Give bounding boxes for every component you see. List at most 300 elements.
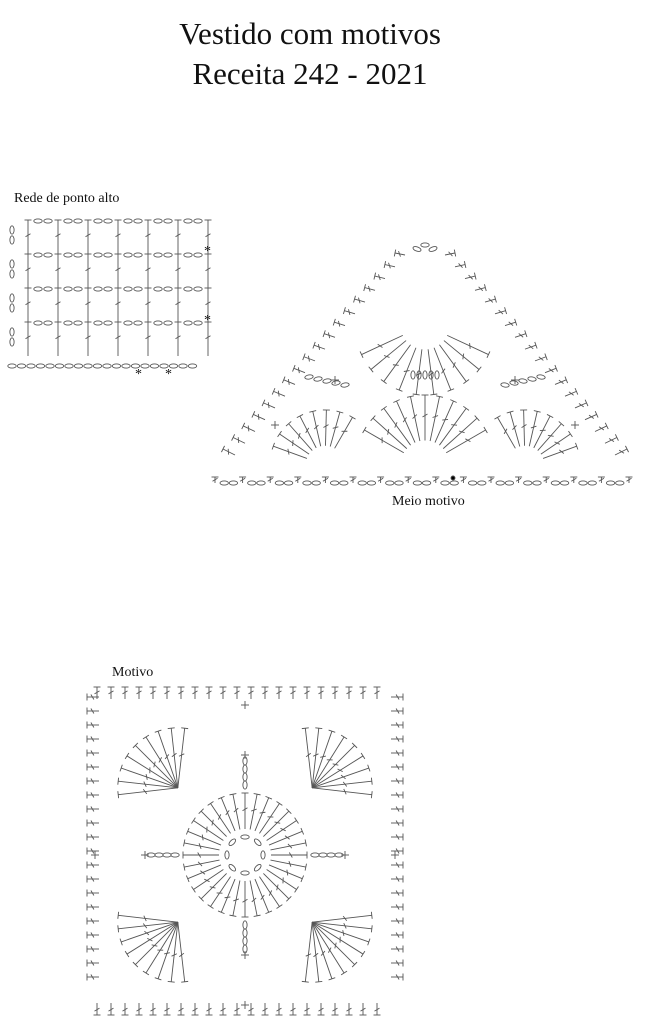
half-motif-label: Meio motivo: [392, 494, 465, 510]
start-point-dot: [451, 476, 455, 480]
double-crochet-symbol: [384, 345, 411, 382]
double-crochet-symbol: [545, 368, 556, 372]
chain-stitch-symbol: [303, 481, 311, 485]
stitch-cross-bar: [559, 380, 564, 384]
double-crochet-symbol: [233, 881, 240, 916]
double-crochet-symbol: [118, 915, 178, 922]
double-crochet-symbol: [439, 345, 466, 382]
chain-stitch-symbol: [261, 851, 265, 859]
stitch-cross-bar: [442, 419, 448, 420]
double-crochet-symbol: [435, 401, 454, 443]
stitch-cross-bar: [529, 345, 533, 349]
chain-stitch-symbol: [228, 863, 237, 872]
chain-stitch-symbol: [124, 219, 132, 223]
double-crochet-symbol: [305, 728, 312, 788]
double-crochet-symbol: [430, 397, 439, 442]
double-crochet-symbol: [267, 869, 297, 889]
chain-stitch-symbol: [134, 287, 142, 291]
stitch-cross-bar: [548, 435, 554, 436]
stitch-top-bar: [430, 394, 437, 395]
chain-stitch-symbol: [257, 481, 265, 485]
double-crochet-symbol: [313, 411, 321, 446]
stitch-top-bar: [315, 981, 322, 982]
double-crochet-symbol: [410, 397, 419, 442]
stitch-cross-bar: [288, 449, 289, 455]
stitch-cross-bar: [202, 835, 203, 841]
stitch-cross-bar: [285, 836, 290, 839]
stitch-top-bar: [371, 778, 372, 785]
double-crochet-symbol: [538, 424, 562, 451]
stitch-cross-bar: [559, 450, 564, 454]
stitch-top-bar: [547, 414, 553, 417]
stitch-top-bar: [168, 981, 175, 982]
stitch-top-bar: [118, 778, 119, 785]
chain-stitch-symbol: [518, 378, 527, 384]
stitch-cross-bar: [225, 897, 231, 898]
chain-stitch-symbol: [184, 219, 192, 223]
chain-stitch-symbol: [94, 287, 102, 291]
double-crochet-symbol: [263, 873, 288, 898]
double-crochet-symbol: [193, 869, 223, 889]
chain-stitch-symbol: [241, 835, 249, 839]
stitch-top-bar: [371, 925, 372, 932]
chain-stitch-symbol: [367, 481, 375, 485]
double-crochet-symbol: [178, 728, 185, 788]
chain-stitch-symbol: [340, 382, 349, 388]
chain-stitch-symbol: [55, 364, 63, 368]
chain-stitch-symbol: [184, 287, 192, 291]
chain-stitch-symbol: [551, 481, 559, 485]
stitch-top-bar: [208, 905, 214, 909]
chain-stitch-symbol: [194, 219, 202, 223]
stitch-top-bar: [477, 367, 481, 372]
stitch-cross-bar: [451, 425, 457, 426]
stitch-top-bar: [413, 394, 420, 395]
asterisk-mark: *: [135, 367, 142, 383]
chain-stitch-symbol: [74, 219, 82, 223]
stitch-cross-bar: [395, 422, 397, 427]
double-crochet-symbol: [135, 745, 177, 787]
double-crochet-symbol: [397, 401, 416, 443]
stitch-top-bar: [361, 753, 365, 759]
stitch-cross-bar: [258, 414, 259, 420]
stitch-cross-bar: [384, 355, 389, 357]
stitch-top-bar: [277, 905, 283, 909]
chain-stitch-symbol: [179, 364, 187, 368]
stitch-top-bar: [615, 434, 618, 440]
chain-stitch-symbol: [44, 321, 52, 325]
chain-stitch-symbol: [8, 364, 16, 368]
chain-stitch-symbol: [10, 304, 14, 312]
stitch-top-bar: [463, 379, 469, 383]
asterisk-mark: *: [204, 244, 211, 260]
stitch-top-bar: [125, 951, 129, 957]
chain-stitch-symbol: [17, 364, 25, 368]
stitch-cross-bar: [388, 429, 389, 435]
chain-stitch-symbol: [340, 481, 348, 485]
chain-stitch-symbol: [441, 481, 449, 485]
chain-stitch-symbol: [124, 321, 132, 325]
stitch-top-bar: [381, 379, 387, 383]
chain-stitch-symbol: [428, 246, 437, 253]
stitch-top-bar: [278, 431, 282, 437]
chain-stitch-symbol: [184, 321, 192, 325]
chain-stitch-symbol: [10, 260, 14, 268]
stitch-top-bar: [341, 735, 347, 739]
stitch-top-bar: [363, 427, 367, 433]
stitch-cross-bar: [146, 774, 147, 780]
mesh-chart-diagram: [0, 210, 220, 380]
mesh-label: Rede de ponto alto: [14, 191, 119, 207]
stitch-top-bar: [371, 791, 372, 798]
stitch-top-bar: [295, 818, 299, 824]
stitch-top-bar: [371, 912, 372, 919]
double-crochet-symbol: [263, 811, 288, 836]
double-crochet-symbol: [312, 745, 354, 787]
double-crochet-symbol: [221, 879, 235, 912]
chain-stitch-symbol: [150, 364, 158, 368]
chain-stitch-symbol: [74, 287, 82, 291]
stitch-cross-bar: [328, 332, 329, 338]
double-crochet-symbol: [259, 877, 279, 907]
chain-stitch-symbol: [319, 853, 327, 857]
chain-stitch-symbol: [124, 287, 132, 291]
double-crochet-symbol: [524, 410, 525, 446]
chain-stitch-symbol: [74, 364, 82, 368]
chain-stitch-symbol: [243, 781, 247, 789]
chain-stitch-symbol: [243, 929, 247, 937]
double-crochet-symbol: [250, 794, 257, 829]
stitch-cross-bar: [288, 379, 289, 385]
stitch-top-bar: [361, 951, 365, 957]
chain-stitch-symbol: [103, 364, 111, 368]
chain-stitch-symbol: [313, 376, 322, 382]
stitch-cross-bar: [509, 322, 513, 326]
double-crochet-symbol: [615, 449, 627, 455]
chain-stitch-symbol: [64, 253, 72, 257]
chain-stitch-symbol: [505, 481, 513, 485]
stitch-cross-bar: [463, 354, 464, 360]
stitch-cross-bar: [248, 426, 249, 432]
double-crochet-symbol: [178, 922, 185, 982]
chain-stitch-symbol: [423, 371, 427, 379]
chain-stitch-symbol: [536, 374, 545, 380]
chain-stitch-symbol: [194, 253, 202, 257]
double-crochet-symbol: [255, 798, 269, 831]
double-crochet-symbol: [585, 414, 597, 419]
stitch-top-bar: [625, 446, 628, 452]
stitch-cross-bar: [278, 391, 279, 397]
chain-stitch-symbol: [243, 937, 247, 945]
double-crochet-symbol: [267, 821, 297, 841]
chain-stitch-symbol: [34, 321, 42, 325]
stitch-top-bar: [341, 971, 347, 975]
chain-stitch-symbol: [422, 481, 430, 485]
double-crochet-symbol: [211, 877, 231, 907]
double-crochet-symbol: [269, 865, 302, 879]
chain-stitch-symbol: [94, 321, 102, 325]
double-crochet-symbol: [541, 434, 571, 454]
chain-stitch-symbol: [163, 853, 171, 857]
chain-stitch-symbol: [94, 253, 102, 257]
chain-stitch-symbol: [284, 481, 292, 485]
chain-stitch-symbol: [154, 253, 162, 257]
chain-stitch-symbol: [104, 253, 112, 257]
stitch-cross-bar: [404, 371, 410, 372]
chain-stitch-symbol: [84, 364, 92, 368]
chain-stitch-symbol: [243, 773, 247, 781]
chain-stitch-symbol: [509, 380, 518, 386]
double-crochet-symbol: [535, 357, 546, 361]
chain-stitch-symbol: [225, 851, 229, 859]
chain-stitch-symbol: [36, 364, 44, 368]
chain-stitch-symbol: [164, 287, 172, 291]
chain-stitch-symbol: [527, 376, 536, 382]
stitch-cross-bar: [226, 810, 229, 815]
chain-stitch-symbol: [478, 481, 486, 485]
chain-stitch-symbol: [10, 270, 14, 278]
stitch-top-bar: [232, 434, 235, 440]
stitch-top-bar: [381, 406, 387, 410]
motif-chart-diagram: [85, 685, 415, 1025]
chain-stitch-symbol: [248, 481, 256, 485]
stitch-top-bar: [143, 735, 149, 739]
double-crochet-symbol: [444, 341, 479, 370]
double-crochet-symbol: [325, 410, 326, 446]
stitch-cross-bar: [260, 812, 266, 813]
page-title: Vestido com motivos: [0, 14, 620, 54]
stitch-cross-bar: [298, 367, 299, 373]
chain-stitch-symbol: [10, 236, 14, 244]
chain-stitch-symbol: [533, 481, 541, 485]
chain-stitch-symbol: [413, 481, 421, 485]
stitch-top-bar: [277, 802, 283, 806]
stitch-top-bar: [463, 406, 469, 410]
stitch-cross-bar: [453, 362, 455, 367]
chain-stitch-symbol: [560, 481, 568, 485]
chain-stitch-symbol: [358, 481, 366, 485]
stitch-top-bar: [192, 887, 196, 893]
stitch-top-bar: [295, 887, 299, 893]
chain-stitch-symbol: [10, 226, 14, 234]
stitch-top-bar: [125, 753, 129, 759]
stitch-cross-bar: [164, 953, 170, 954]
double-crochet-symbol: [371, 341, 406, 370]
double-crochet-symbol: [434, 348, 451, 390]
stitch-top-bar: [118, 791, 119, 798]
chain-stitch-symbol: [164, 253, 172, 257]
chain-stitch-symbol: [275, 481, 283, 485]
chain-stitch-symbol: [188, 364, 196, 368]
stitch-cross-bar: [569, 392, 574, 395]
stitch-top-bar: [168, 728, 175, 729]
stitch-cross-bar: [144, 931, 148, 935]
chain-stitch-symbol: [412, 246, 421, 253]
chain-stitch-symbol: [228, 838, 237, 847]
chain-stitch-symbol: [330, 481, 338, 485]
chain-stitch-symbol: [27, 364, 35, 368]
chain-stitch-symbol: [134, 219, 142, 223]
stitch-cross-bar: [165, 754, 169, 758]
chain-stitch-symbol: [134, 321, 142, 325]
chain-stitch-symbol: [253, 838, 262, 847]
stitch-cross-bar: [549, 368, 554, 372]
asterisk-mark: *: [204, 313, 211, 329]
stitch-cross-bar: [442, 369, 446, 374]
stitch-cross-bar: [393, 365, 399, 366]
double-crochet-symbol: [605, 437, 617, 443]
double-crochet-symbol: [447, 335, 488, 354]
double-crochet-symbol: [534, 416, 550, 448]
chain-stitch-symbol: [220, 481, 228, 485]
double-crochet-symbol: [595, 426, 607, 432]
stitch-cross-bar: [470, 343, 471, 349]
chain-stitch-symbol: [64, 219, 72, 223]
stitch-cross-bar: [321, 951, 325, 955]
double-crochet-symbol: [271, 860, 306, 867]
chain-stitch-symbol: [10, 338, 14, 346]
half-motif-chart-diagram: [205, 235, 645, 495]
double-crochet-symbol: [446, 430, 485, 453]
chain-stitch-symbol: [243, 921, 247, 929]
stitch-cross-bar: [320, 756, 326, 757]
double-crochet-symbol: [399, 348, 416, 390]
stitch-cross-bar: [318, 344, 319, 350]
stitch-cross-bar: [238, 437, 239, 443]
chain-stitch-symbol: [154, 321, 162, 325]
chain-stitch-symbol: [616, 481, 624, 485]
chain-stitch-symbol: [241, 871, 249, 875]
chain-stitch-symbol: [44, 287, 52, 291]
double-crochet-symbol: [312, 788, 372, 795]
double-crochet-symbol: [135, 922, 177, 964]
stitch-cross-bar: [341, 775, 345, 779]
chain-stitch-symbol: [64, 321, 72, 325]
chain-stitch-symbol: [395, 481, 403, 485]
chain-stitch-symbol: [421, 243, 429, 247]
double-crochet-symbol: [515, 334, 526, 338]
stitch-top-bar: [302, 728, 309, 729]
chain-stitch-symbol: [171, 853, 179, 857]
chain-stitch-symbol: [34, 253, 42, 257]
double-crochet-symbol: [529, 411, 537, 446]
stitch-top-bar: [315, 728, 322, 729]
double-crochet-symbol: [118, 788, 178, 795]
chain-stitch-symbol: [588, 481, 596, 485]
double-crochet-symbol: [575, 403, 587, 408]
double-crochet-symbol: [525, 345, 536, 349]
title-block: [0, 14, 620, 94]
double-crochet-symbol: [273, 446, 307, 458]
stitch-top-bar: [181, 981, 188, 982]
stitch-cross-bar: [298, 433, 300, 439]
chain-stitch-symbol: [312, 481, 320, 485]
page-subtitle: Receita 242 - 2021: [0, 54, 620, 94]
chain-stitch-symbol: [34, 287, 42, 291]
chain-stitch-symbol: [46, 364, 54, 368]
chain-stitch-symbol: [155, 853, 163, 857]
stitch-top-bar: [369, 367, 373, 372]
double-crochet-symbol: [211, 803, 231, 833]
double-crochet-symbol: [312, 922, 354, 964]
stitch-top-bar: [181, 728, 188, 729]
double-crochet-symbol: [364, 430, 403, 453]
chain-stitch-symbol: [164, 321, 172, 325]
double-crochet-symbol: [259, 803, 279, 833]
stitch-cross-bar: [261, 895, 264, 900]
stitch-top-bar: [143, 971, 149, 975]
double-crochet-symbol: [255, 879, 269, 912]
chain-stitch-symbol: [74, 253, 82, 257]
chain-stitch-symbol: [327, 853, 335, 857]
chain-stitch-symbol: [496, 481, 504, 485]
chain-stitch-symbol: [243, 765, 247, 773]
stitch-top-bar: [221, 446, 224, 452]
motif-label: Motivo: [112, 665, 153, 681]
chain-stitch-symbol: [229, 481, 237, 485]
chain-stitch-symbol: [64, 287, 72, 291]
double-crochet-symbol: [543, 446, 577, 458]
double-crochet-symbol: [555, 380, 566, 385]
double-crochet-symbol: [312, 915, 372, 922]
stitch-cross-bar: [343, 930, 344, 936]
chain-stitch-symbol: [112, 364, 120, 368]
stitch-top-bar: [118, 912, 119, 919]
chain-stitch-symbol: [94, 219, 102, 223]
chain-stitch-symbol: [500, 382, 509, 388]
double-crochet-symbol: [201, 873, 226, 898]
stitch-top-bar: [118, 925, 119, 932]
stitch-top-bar: [568, 431, 572, 437]
chain-stitch-symbol: [194, 321, 202, 325]
stitch-top-bar: [302, 981, 309, 982]
double-crochet-symbol: [188, 865, 221, 879]
chain-stitch-symbol: [411, 371, 415, 379]
stitch-top-bar: [349, 416, 355, 420]
chain-stitch-symbol: [322, 378, 331, 384]
chain-stitch-symbol: [524, 481, 532, 485]
stitch-top-bar: [494, 416, 500, 420]
chain-stitch-symbol: [104, 219, 112, 223]
stitch-cross-bar: [308, 356, 309, 362]
chain-stitch-symbol: [44, 219, 52, 223]
double-crochet-symbol: [280, 434, 310, 454]
double-crochet-symbol: [289, 424, 313, 451]
double-crochet-symbol: [269, 831, 302, 845]
chain-stitch-symbol: [435, 371, 439, 379]
chain-stitch-symbol: [44, 253, 52, 257]
chain-stitch-symbol: [93, 364, 101, 368]
chain-stitch-symbol: [386, 481, 394, 485]
chain-stitch-symbol: [331, 380, 340, 386]
chain-stitch-symbol: [450, 481, 458, 485]
stitch-cross-bar: [287, 870, 288, 876]
chain-stitch-symbol: [304, 374, 313, 380]
stitch-cross-bar: [200, 871, 205, 874]
chain-stitch-symbol: [154, 219, 162, 223]
double-crochet-symbol: [300, 416, 316, 448]
chain-stitch-symbol: [253, 863, 262, 872]
chain-stitch-symbol: [141, 364, 149, 368]
chain-stitch-symbol: [184, 253, 192, 257]
chain-stitch-symbol: [164, 219, 172, 223]
chain-stitch-symbol: [34, 219, 42, 223]
stitch-cross-bar: [268, 402, 269, 408]
double-crochet-symbol: [184, 843, 219, 850]
stitch-cross-bar: [519, 333, 523, 337]
asterisk-mark: *: [165, 367, 172, 383]
chain-stitch-symbol: [65, 364, 73, 368]
